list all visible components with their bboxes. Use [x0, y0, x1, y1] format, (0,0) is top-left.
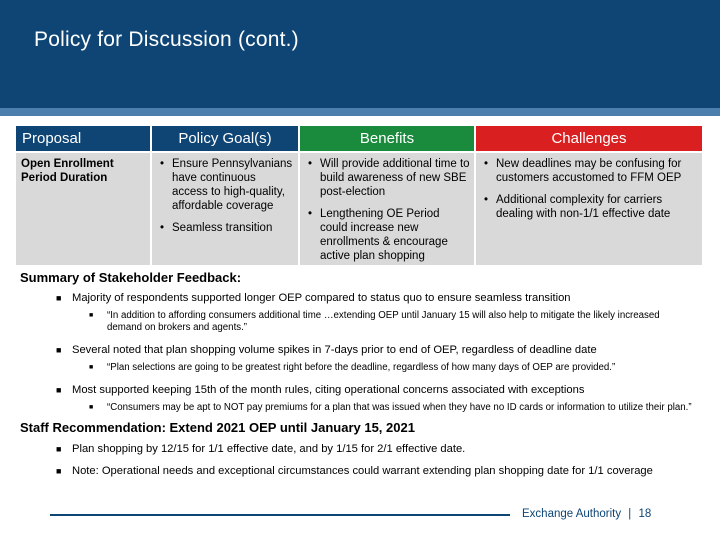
summary-quote-text: “Plan selections are going to be greatest right before the deadline, regardless of how many days of OEP are provided.”: [107, 362, 616, 373]
challenge-item: • Additional complexity for carriers dealing with non-1/1 effective date: [480, 193, 698, 221]
summary-quote: [20, 310, 692, 334]
square-bullet-icon: ■: [89, 404, 94, 411]
square-bullet-icon: ■: [56, 385, 62, 395]
col-header-policy-goals: Policy Goal(s): [152, 126, 300, 151]
summary-bullet: [20, 343, 700, 357]
square-bullet-icon: ■: [56, 345, 62, 355]
square-bullet-icon: ■: [56, 444, 62, 454]
summary-bullet: [20, 291, 700, 305]
square-bullet-icon: ■: [56, 293, 62, 303]
summary-bullet-text: Most supported keeping 15th of the month rules, citing operational concerns associated with exceptions: [72, 384, 585, 396]
square-bullet-icon: ■: [56, 466, 62, 476]
header-stripe: [0, 108, 720, 116]
cell-goals: [152, 151, 300, 265]
square-bullet-icon: ■: [89, 364, 94, 371]
page-number: 18: [638, 508, 652, 520]
page-title: Policy for Discussion (cont.): [34, 28, 299, 51]
summary-quote-text: “In addition to affording consumers additional time …extending OEP until January 15 will also help to mitigate the likely increased demand on brokers and agents.”: [107, 310, 660, 333]
recommendation-bullet: [20, 442, 700, 456]
summary-title: Summary of Stakeholder Feedback:: [20, 270, 242, 285]
challenge-item: • New deadlines may be confusing for customers accustomed to FFM OEP: [480, 157, 698, 185]
summary-quote: [20, 362, 692, 374]
recommendation-text: Plan shopping by 12/15 for 1/1 effective date, and by 1/15 for 2/1 effective date.: [72, 443, 466, 455]
recommendation-bullet: [20, 464, 700, 478]
summary-quote-text: “Consumers may be apt to NOT pay premiums for a plan that was issued when they have no ID cards or information to utilize their plan.”: [107, 402, 692, 413]
cell-benefits: [300, 151, 476, 265]
summary-quote: [20, 402, 692, 414]
footer: [522, 508, 651, 520]
benefit-item: • Will provide additional time to build awareness of new SBE post-election: [304, 157, 470, 199]
col-header-benefits: Benefits: [300, 126, 476, 151]
cell-proposal: [16, 151, 152, 265]
proposal-text: Open Enrollment Period Duration: [21, 158, 114, 184]
col-header-proposal: Proposal: [16, 126, 152, 151]
summary-section: [20, 270, 700, 478]
col-header-challenges: Challenges: [476, 126, 704, 151]
cell-challenges: [476, 151, 704, 265]
recommendation-text: Note: Operational needs and exceptional circumstances could warrant extending plan shopping date for 1/1 coverage: [72, 465, 653, 477]
summary-bullet-text: Majority of respondents supported longer OEP compared to status quo to ensure seamless transition: [72, 292, 571, 304]
benefit-item: • Lengthening OE Period could increase new enrollments & encourage active plan shopping: [304, 207, 470, 263]
policy-table: [16, 126, 704, 265]
footer-org: Exchange Authority: [522, 508, 622, 520]
footer-divider: [50, 514, 510, 516]
goal-item: • Seamless transition: [156, 221, 294, 235]
summary-bullet-text: Several noted that plan shopping volume spikes in 7-days prior to end of OEP, regardless of deadline date: [72, 344, 597, 356]
summary-bullet: [20, 383, 700, 397]
recommendation-title: Staff Recommendation: Extend 2021 OEP until January 15, 2021: [20, 420, 415, 435]
goal-item: • Ensure Pennsylvanians have continuous access to high-quality, affordable coverage: [156, 157, 294, 213]
square-bullet-icon: ■: [89, 312, 94, 319]
footer-separator: |: [628, 508, 632, 520]
header-band: [0, 0, 720, 108]
